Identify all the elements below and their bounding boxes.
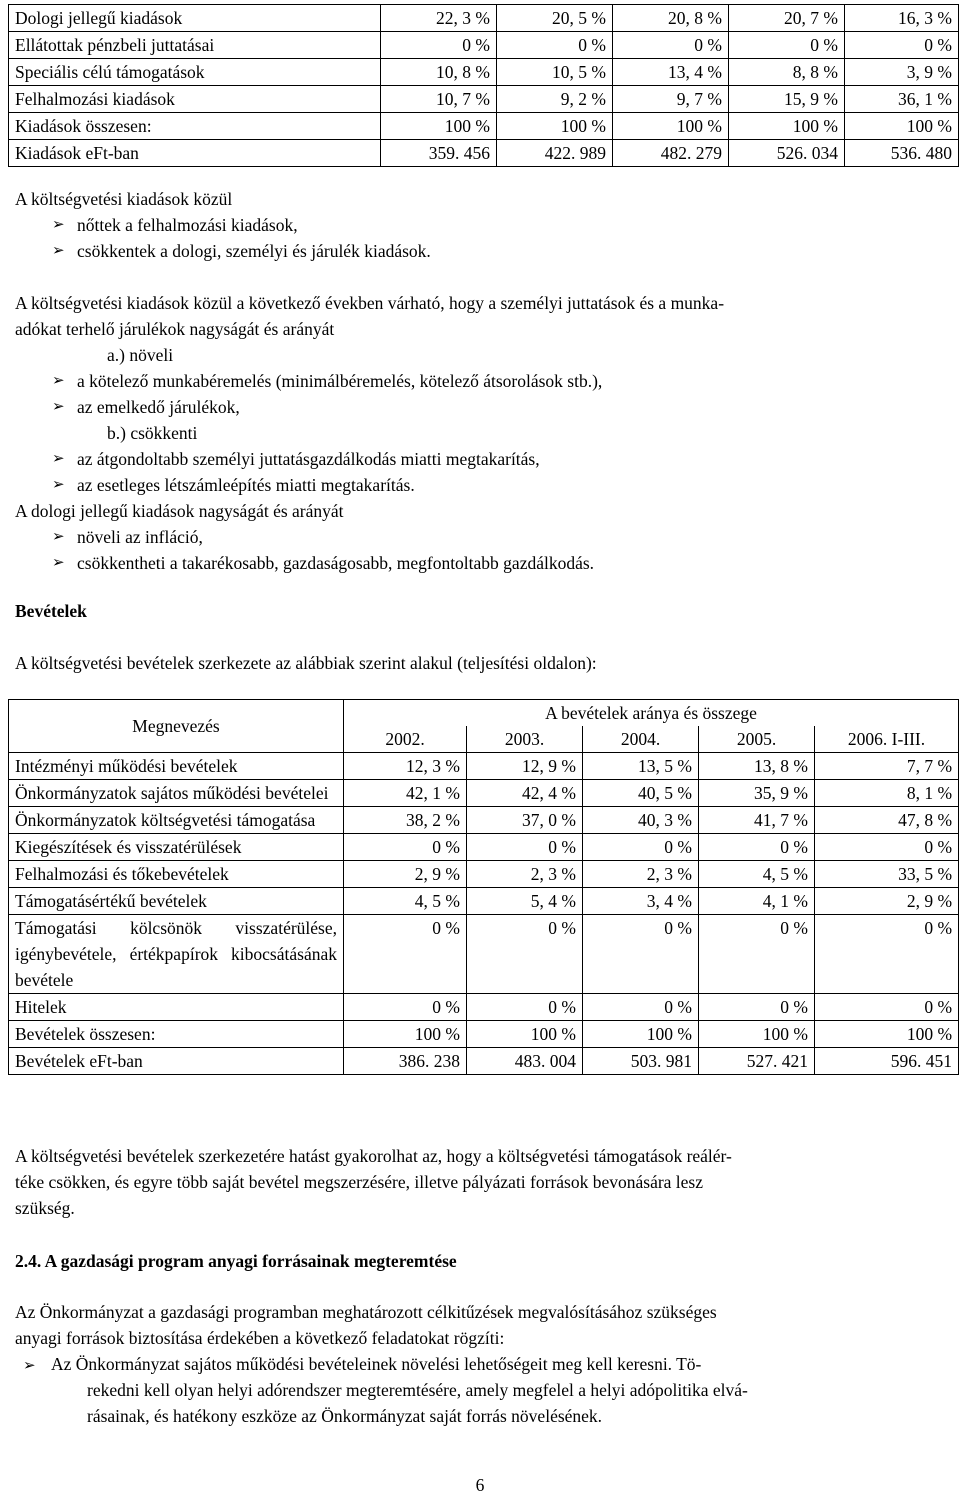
table-cell: 40, 3 %: [583, 807, 699, 834]
table-row: [9, 1021, 959, 1048]
table-cell: 7, 7 %: [815, 753, 959, 780]
table-row: [9, 5, 959, 32]
table-cell: 41, 7 %: [699, 807, 815, 834]
list-item: ➢ nőttek a felhalmozási kiadások,: [15, 212, 945, 238]
paragraph-line: téke csökken, és egyre több saját bevétel megszerzésére, illetve pályázati források bevonására lesz: [15, 1172, 704, 1192]
table-row: [9, 753, 959, 780]
table-cell: 22, 3 %: [381, 5, 497, 32]
table-cell: 0 %: [583, 915, 699, 994]
table-cell: 40, 5 %: [583, 780, 699, 807]
table-row: [9, 994, 959, 1021]
arrow-bullet-icon: ➢: [52, 373, 65, 389]
paragraph-line: szükség.: [15, 1198, 75, 1218]
arrow-bullet-icon: ➢: [52, 555, 65, 571]
table-cell: 100 %: [729, 113, 845, 140]
revenue-intro: A költségvetési bevételek szerkezete az alábbiak szerint alakul (teljesítési oldalon):: [15, 653, 597, 673]
table-cell: 33, 5 %: [815, 861, 959, 888]
column-header-name: Megnevezés: [9, 700, 344, 753]
table-cell: 100 %: [381, 113, 497, 140]
table-cell: 9, 7 %: [613, 86, 729, 113]
table-cell: 4, 5 %: [344, 888, 467, 915]
table-cell: 0 %: [699, 915, 815, 994]
table-cell: 10, 5 %: [497, 59, 613, 86]
row-label: Felhalmozási és tőkebevételek: [9, 861, 344, 888]
column-header-year: 2002.: [344, 726, 467, 753]
revenue-commentary: [15, 1143, 945, 1221]
list-item: ➢ az emelkedő járulékok,: [15, 394, 945, 420]
row-label: Támogatásértékű bevételek: [9, 888, 344, 915]
table-cell: 100 %: [344, 1021, 467, 1048]
table-cell: 2, 3 %: [583, 861, 699, 888]
table-cell: 483. 004: [467, 1048, 583, 1075]
paragraph-line: Az Önkormányzat sajátos működési bevételeinek növelési lehetőségeit meg kell keresni. Tö-: [51, 1354, 702, 1374]
table-cell: 10, 8 %: [381, 59, 497, 86]
table-cell: 0 %: [381, 32, 497, 59]
arrow-bullet-icon: ➢: [52, 217, 65, 233]
table-cell: 13, 8 %: [699, 753, 815, 780]
table-cell: 100 %: [497, 113, 613, 140]
table-cell: 3, 4 %: [583, 888, 699, 915]
section-heading-bevetelek: Bevételek: [15, 601, 87, 621]
table-cell: 42, 1 %: [344, 780, 467, 807]
table-cell: 526. 034: [729, 140, 845, 167]
table-cell: 5, 4 %: [467, 888, 583, 915]
arrow-bullet-icon: ➢: [52, 399, 65, 415]
table-cell: 422. 989: [497, 140, 613, 167]
paragraph-line: rekedni kell olyan helyi adórendszer megteremtésére, amely megfelel a helyi adópolitika elvá-: [87, 1380, 748, 1400]
column-header-year: 2003.: [467, 726, 583, 753]
table-cell: 0 %: [845, 32, 959, 59]
table-row: [9, 32, 959, 59]
list-item: ➢ csökkentheti a takarékosabb, gazdaságosabb, megfontoltabb gazdálkodás.: [15, 550, 945, 576]
row-label: Dologi jellegű kiadások: [9, 5, 381, 32]
table-cell: 0 %: [344, 915, 467, 994]
table-cell: 0 %: [815, 994, 959, 1021]
table-cell: 100 %: [699, 1021, 815, 1048]
list-item: ➢ az esetleges létszámleépítés miatti megtakarítás.: [15, 472, 945, 498]
table-cell: 9, 2 %: [497, 86, 613, 113]
table-cell: 15, 9 %: [729, 86, 845, 113]
row-label: Hitelek: [9, 994, 344, 1021]
table-cell: 13, 4 %: [613, 59, 729, 86]
table-cell: 0 %: [729, 32, 845, 59]
table-cell: 0 %: [699, 834, 815, 861]
expenditure-commentary: [15, 186, 945, 264]
section-heading-2-4: 2.4. A gazdasági program anyagi forrásainak megteremtése: [15, 1251, 457, 1271]
table-cell: 503. 981: [583, 1048, 699, 1075]
table-cell: 2, 9 %: [815, 888, 959, 915]
table-cell: 35, 9 %: [699, 780, 815, 807]
row-label: Felhalmozási kiadások: [9, 86, 381, 113]
column-header-year: 2006. I-III.: [815, 726, 959, 753]
row-label: Speciális célú támogatások: [9, 59, 381, 86]
page-number: 6: [475, 1475, 485, 1495]
list-item: ➢ a kötelező munkabéremelés (minimálbéremelés, kötelező átsorolások stb.),: [15, 368, 945, 394]
table-row: [9, 807, 959, 834]
table-cell: 20, 7 %: [729, 5, 845, 32]
table-cell: 13, 5 %: [583, 753, 699, 780]
row-label: Kiegészítések és visszatérülések: [9, 834, 344, 861]
table-cell: 8, 1 %: [815, 780, 959, 807]
paragraph-line: rásainak, és hatékony eszköze az Önkormányzat saját forrás növelésének.: [87, 1406, 603, 1426]
table-row: [9, 861, 959, 888]
paragraph: A költségvetési kiadások közül: [15, 189, 233, 209]
table-cell: 536. 480: [845, 140, 959, 167]
table-cell: 0 %: [613, 32, 729, 59]
arrow-bullet-icon: ➢: [23, 1358, 36, 1374]
table-cell: 0 %: [815, 915, 959, 994]
table-cell: 38, 2 %: [344, 807, 467, 834]
table-row: [9, 915, 959, 994]
table-cell: 4, 5 %: [699, 861, 815, 888]
table-cell: 0 %: [467, 834, 583, 861]
arrow-bullet-icon: ➢: [52, 451, 65, 467]
paragraph-line: A dologi jellegű kiadások nagyságát és arányát: [15, 501, 344, 521]
resources-paragraph: [15, 1299, 945, 1351]
table-cell: 37, 0 %: [467, 807, 583, 834]
table-row: [9, 834, 959, 861]
table-cell: 16, 3 %: [845, 5, 959, 32]
table-row: [9, 140, 959, 167]
row-label: Kiadások összesen:: [9, 113, 381, 140]
row-label: Bevételek összesen:: [9, 1021, 344, 1048]
sub-heading: a.) növeli: [107, 345, 174, 365]
table-cell: 527. 421: [699, 1048, 815, 1075]
table-cell: 0 %: [815, 834, 959, 861]
list-item: ➢ csökkentek a dologi, személyi és járulék kiadások.: [15, 238, 945, 264]
paragraph-line: A költségvetési bevételek szerkezetére hatást gyakorolhat az, hogy a költségvetési támogatások reálér-: [15, 1146, 732, 1166]
table-cell: 0 %: [699, 994, 815, 1021]
table-cell: 0 %: [344, 994, 467, 1021]
revenue-table: [8, 699, 959, 1075]
row-label: Önkormányzatok sajátos működési bevételei: [9, 780, 344, 807]
table-cell: 0 %: [344, 834, 467, 861]
row-label: Önkormányzatok költségvetési támogatása: [9, 807, 344, 834]
arrow-bullet-icon: ➢: [52, 243, 65, 259]
expenditure-table: [8, 4, 959, 167]
row-label: Ellátottak pénzbeli juttatásai: [9, 32, 381, 59]
expenditure-forecast: [15, 290, 945, 576]
table-cell: 100 %: [613, 113, 729, 140]
table-row: [9, 888, 959, 915]
column-header-year: 2004.: [583, 726, 699, 753]
row-label: Kiadások eFt-ban: [9, 140, 381, 167]
table-row: [9, 780, 959, 807]
table-row: [9, 113, 959, 140]
arrow-bullet-icon: ➢: [52, 529, 65, 545]
resources-list-item: [15, 1351, 945, 1429]
table-cell: 100 %: [583, 1021, 699, 1048]
table-cell: 20, 8 %: [613, 5, 729, 32]
sub-heading: b.) csökkenti: [107, 423, 198, 443]
paragraph-line: adókat terhelő járulékok nagyságát és arányát: [15, 319, 335, 339]
table-cell: 2, 3 %: [467, 861, 583, 888]
row-label: Intézményi működési bevételek: [9, 753, 344, 780]
table-cell: 3, 9 %: [845, 59, 959, 86]
table-cell: 0 %: [497, 32, 613, 59]
table-cell: 42, 4 %: [467, 780, 583, 807]
row-label: Bevételek eFt-ban: [9, 1048, 344, 1075]
table-cell: 10, 7 %: [381, 86, 497, 113]
table-cell: 596. 451: [815, 1048, 959, 1075]
table-cell: 2, 9 %: [344, 861, 467, 888]
table-row: [9, 1048, 959, 1075]
paragraph-line: Az Önkormányzat a gazdasági programban meghatározott célkitűzések megvalósításához szükséges: [15, 1302, 717, 1322]
table-cell: 100 %: [845, 113, 959, 140]
table-cell: 0 %: [583, 834, 699, 861]
table-cell: 47, 8 %: [815, 807, 959, 834]
list-item: ➢ növeli az infláció,: [15, 524, 945, 550]
table-cell: 20, 5 %: [497, 5, 613, 32]
arrow-bullet-icon: ➢: [52, 477, 65, 493]
table-cell: 100 %: [815, 1021, 959, 1048]
column-group-header: A bevételek aránya és összege: [344, 700, 959, 727]
table-cell: 100 %: [467, 1021, 583, 1048]
table-cell: 36, 1 %: [845, 86, 959, 113]
row-label: Támogatási kölcsönök visszatérülése, igénybevétele, értékpapírok kibocsátásának bevétele: [9, 915, 344, 994]
table-row: [9, 86, 959, 113]
table-cell: 359. 456: [381, 140, 497, 167]
table-cell: 12, 9 %: [467, 753, 583, 780]
column-header-year: 2005.: [699, 726, 815, 753]
table-cell: 12, 3 %: [344, 753, 467, 780]
paragraph-line: A költségvetési kiadások közül a következő években várható, hogy a személyi juttatások és a munka-: [15, 293, 725, 313]
table-cell: 0 %: [467, 994, 583, 1021]
table-cell: 8, 8 %: [729, 59, 845, 86]
paragraph-line: anyagi források biztosítása érdekében a következő feladatokat rögzíti:: [15, 1328, 505, 1348]
list-item: ➢ az átgondoltabb személyi juttatásgazdálkodás miatti megtakarítás,: [15, 446, 945, 472]
table-cell: 0 %: [583, 994, 699, 1021]
table-row: [9, 59, 959, 86]
table-cell: 0 %: [467, 915, 583, 994]
table-cell: 4, 1 %: [699, 888, 815, 915]
table-cell: 386. 238: [344, 1048, 467, 1075]
table-cell: 482. 279: [613, 140, 729, 167]
